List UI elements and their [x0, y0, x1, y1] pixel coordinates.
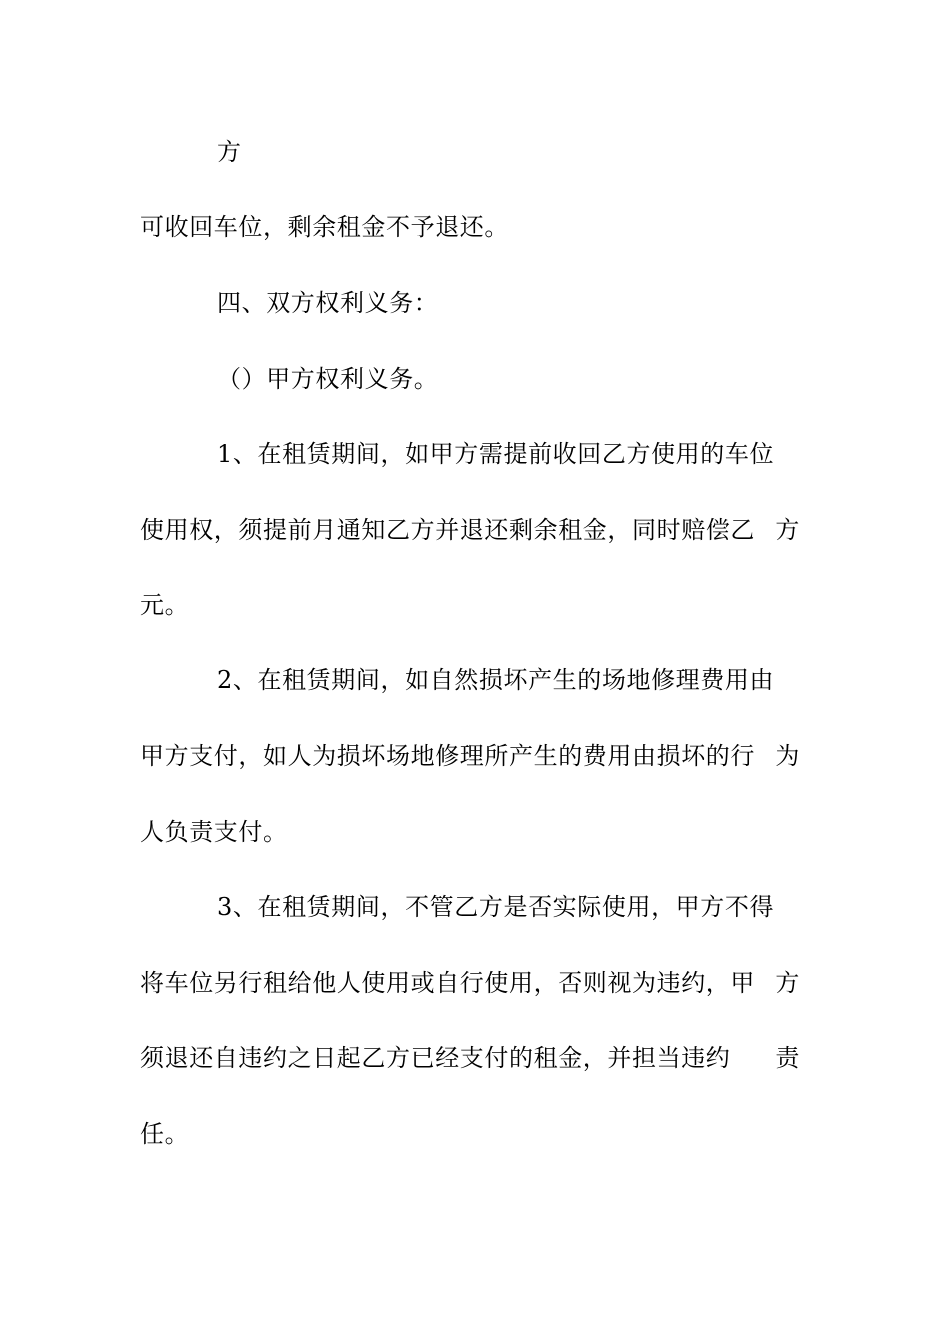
text-fragment: 方: [775, 969, 800, 997]
line-fang: [217, 137, 800, 167]
subsection-heading: [217, 364, 800, 394]
paragraph-line: [217, 892, 800, 922]
text-fragment: 使用权，须提前月通知乙方并退还剩余租金，同时赔偿乙: [140, 516, 755, 544]
text-fragment: 可收回车位，剩余租金不予退还。: [140, 213, 509, 241]
text-fragment: 元。: [140, 591, 190, 619]
text-fragment: 责: [775, 1044, 800, 1072]
text-fragment: 为: [775, 742, 800, 770]
paragraph-line: [140, 515, 800, 545]
paragraph-line: [217, 665, 800, 695]
paragraph-line: [140, 1119, 800, 1149]
text-fragment: 2、在租赁期间，如自然损坏产生的场地修理费用由: [217, 666, 775, 694]
section-heading: [217, 288, 800, 318]
paragraph-line: [140, 817, 800, 847]
paragraph-line: [140, 590, 800, 620]
text-fragment: 须退还自违约之日起乙方已经支付的租金，并担当违约: [140, 1044, 731, 1072]
paragraph-line: [140, 741, 800, 771]
paragraph-line: [140, 968, 800, 998]
paragraph-line: [140, 212, 800, 242]
text-fragment: 3、在租赁期间，不管乙方是否实际使用，甲方不得: [217, 893, 775, 921]
text-fragment: 方: [775, 516, 800, 544]
text-fragment: 任。: [140, 1120, 190, 1148]
text-fragment: 1、在租赁期间，如甲方需提前收回乙方使用的车位: [217, 440, 775, 468]
text-fragment: 人负责支付。: [140, 818, 288, 846]
text-fragment: 将车位另行租给他人使用或自行使用，否则视为违约，甲: [140, 969, 755, 997]
text-fragment: 四、双方权利义务：: [217, 289, 439, 317]
text-fragment: 方: [217, 138, 242, 166]
text-fragment: （）甲方权利义务。: [217, 365, 439, 393]
text-fragment: 甲方支付，如人为损坏场地修理所产生的费用由损坏的行: [140, 742, 755, 770]
paragraph-line: [217, 439, 800, 469]
paragraph-line: [140, 1043, 800, 1073]
